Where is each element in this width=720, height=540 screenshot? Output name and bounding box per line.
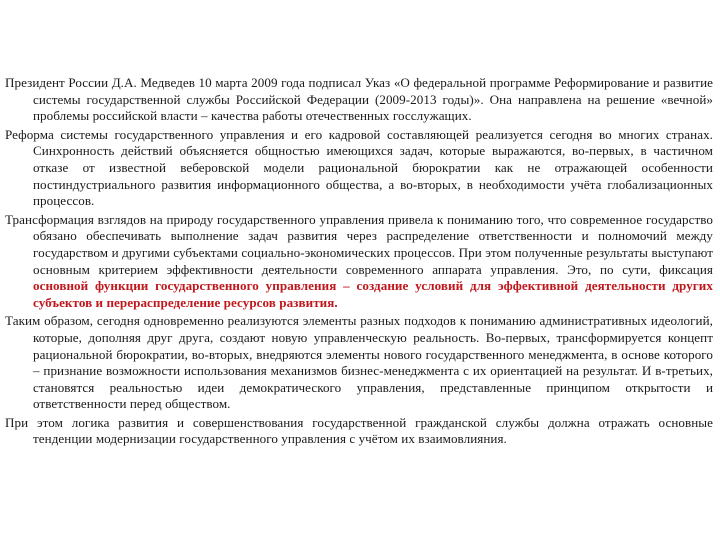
slide-body xyxy=(5,75,713,450)
key-function-highlight: основной функции государственного управления – создание условий для эффективной деятельности других субъектов и перераспределение ресурсов развития. xyxy=(33,278,713,310)
paragraph-approaches: Таким образом, сегодня одновременно реализуются элементы разных подходов к пониманию административных идеологий, которые, дополняя друг друга, создают новую управленческую реальность. Во-первых, трансформируется концепт рациональной бюрократии, во-вторых, внедряются элементы нового государственного менеджмента, в основе которого – признание возможности использования механизмов бизнес-менеджмента с их ориентацией на результат. И в-третьих, становятся реальностью идеи демократического управления, представленные принципом открытости и ответственности перед обществом. xyxy=(5,313,713,412)
paragraph-logic: При этом логика развития и совершенствования государственной гражданской службы должна отражать основные тенденции модернизации государственного управления с учётом их взаимовлияния. xyxy=(5,414,713,447)
paragraph-reform: Реформа системы государственного управления и его кадровой составляющей реализуется сегодня во многих странах. Синхронность действий объясняется общностью имеющихся задач, которые выражаются, во-первых, в частичном отказе от известной веберовской модели рациональной бюрократии как не отражающей особенности постиндустриального развития информационного общества, а во-вторых, в необходимости учёта глобализационных процессов. xyxy=(5,126,713,209)
paragraph-transformation xyxy=(5,212,713,312)
paragraph-decree: Президент России Д.А. Медведев 10 марта 2009 года подписал Указ «О федеральной программе Реформирование и развитие системы государственной службы Российской Федерации (2009-2013 годы)». Она направлена на решение «вечной» проблемы российской власти – качества работы отечественных госслужащих. xyxy=(5,75,713,124)
paragraph-transformation-text: Трансформация взглядов на природу государственного управления привела к пониманию того, что современное государство обязано обеспечивать выполнение задач развития через распределение ответственности и полномочий между государством и другими субъектами социально-экономических процессов. При этом полученные результаты выступают основным критерием эффективности деятельности современного аппарата управления. Это, по сути, фиксация xyxy=(5,211,713,277)
